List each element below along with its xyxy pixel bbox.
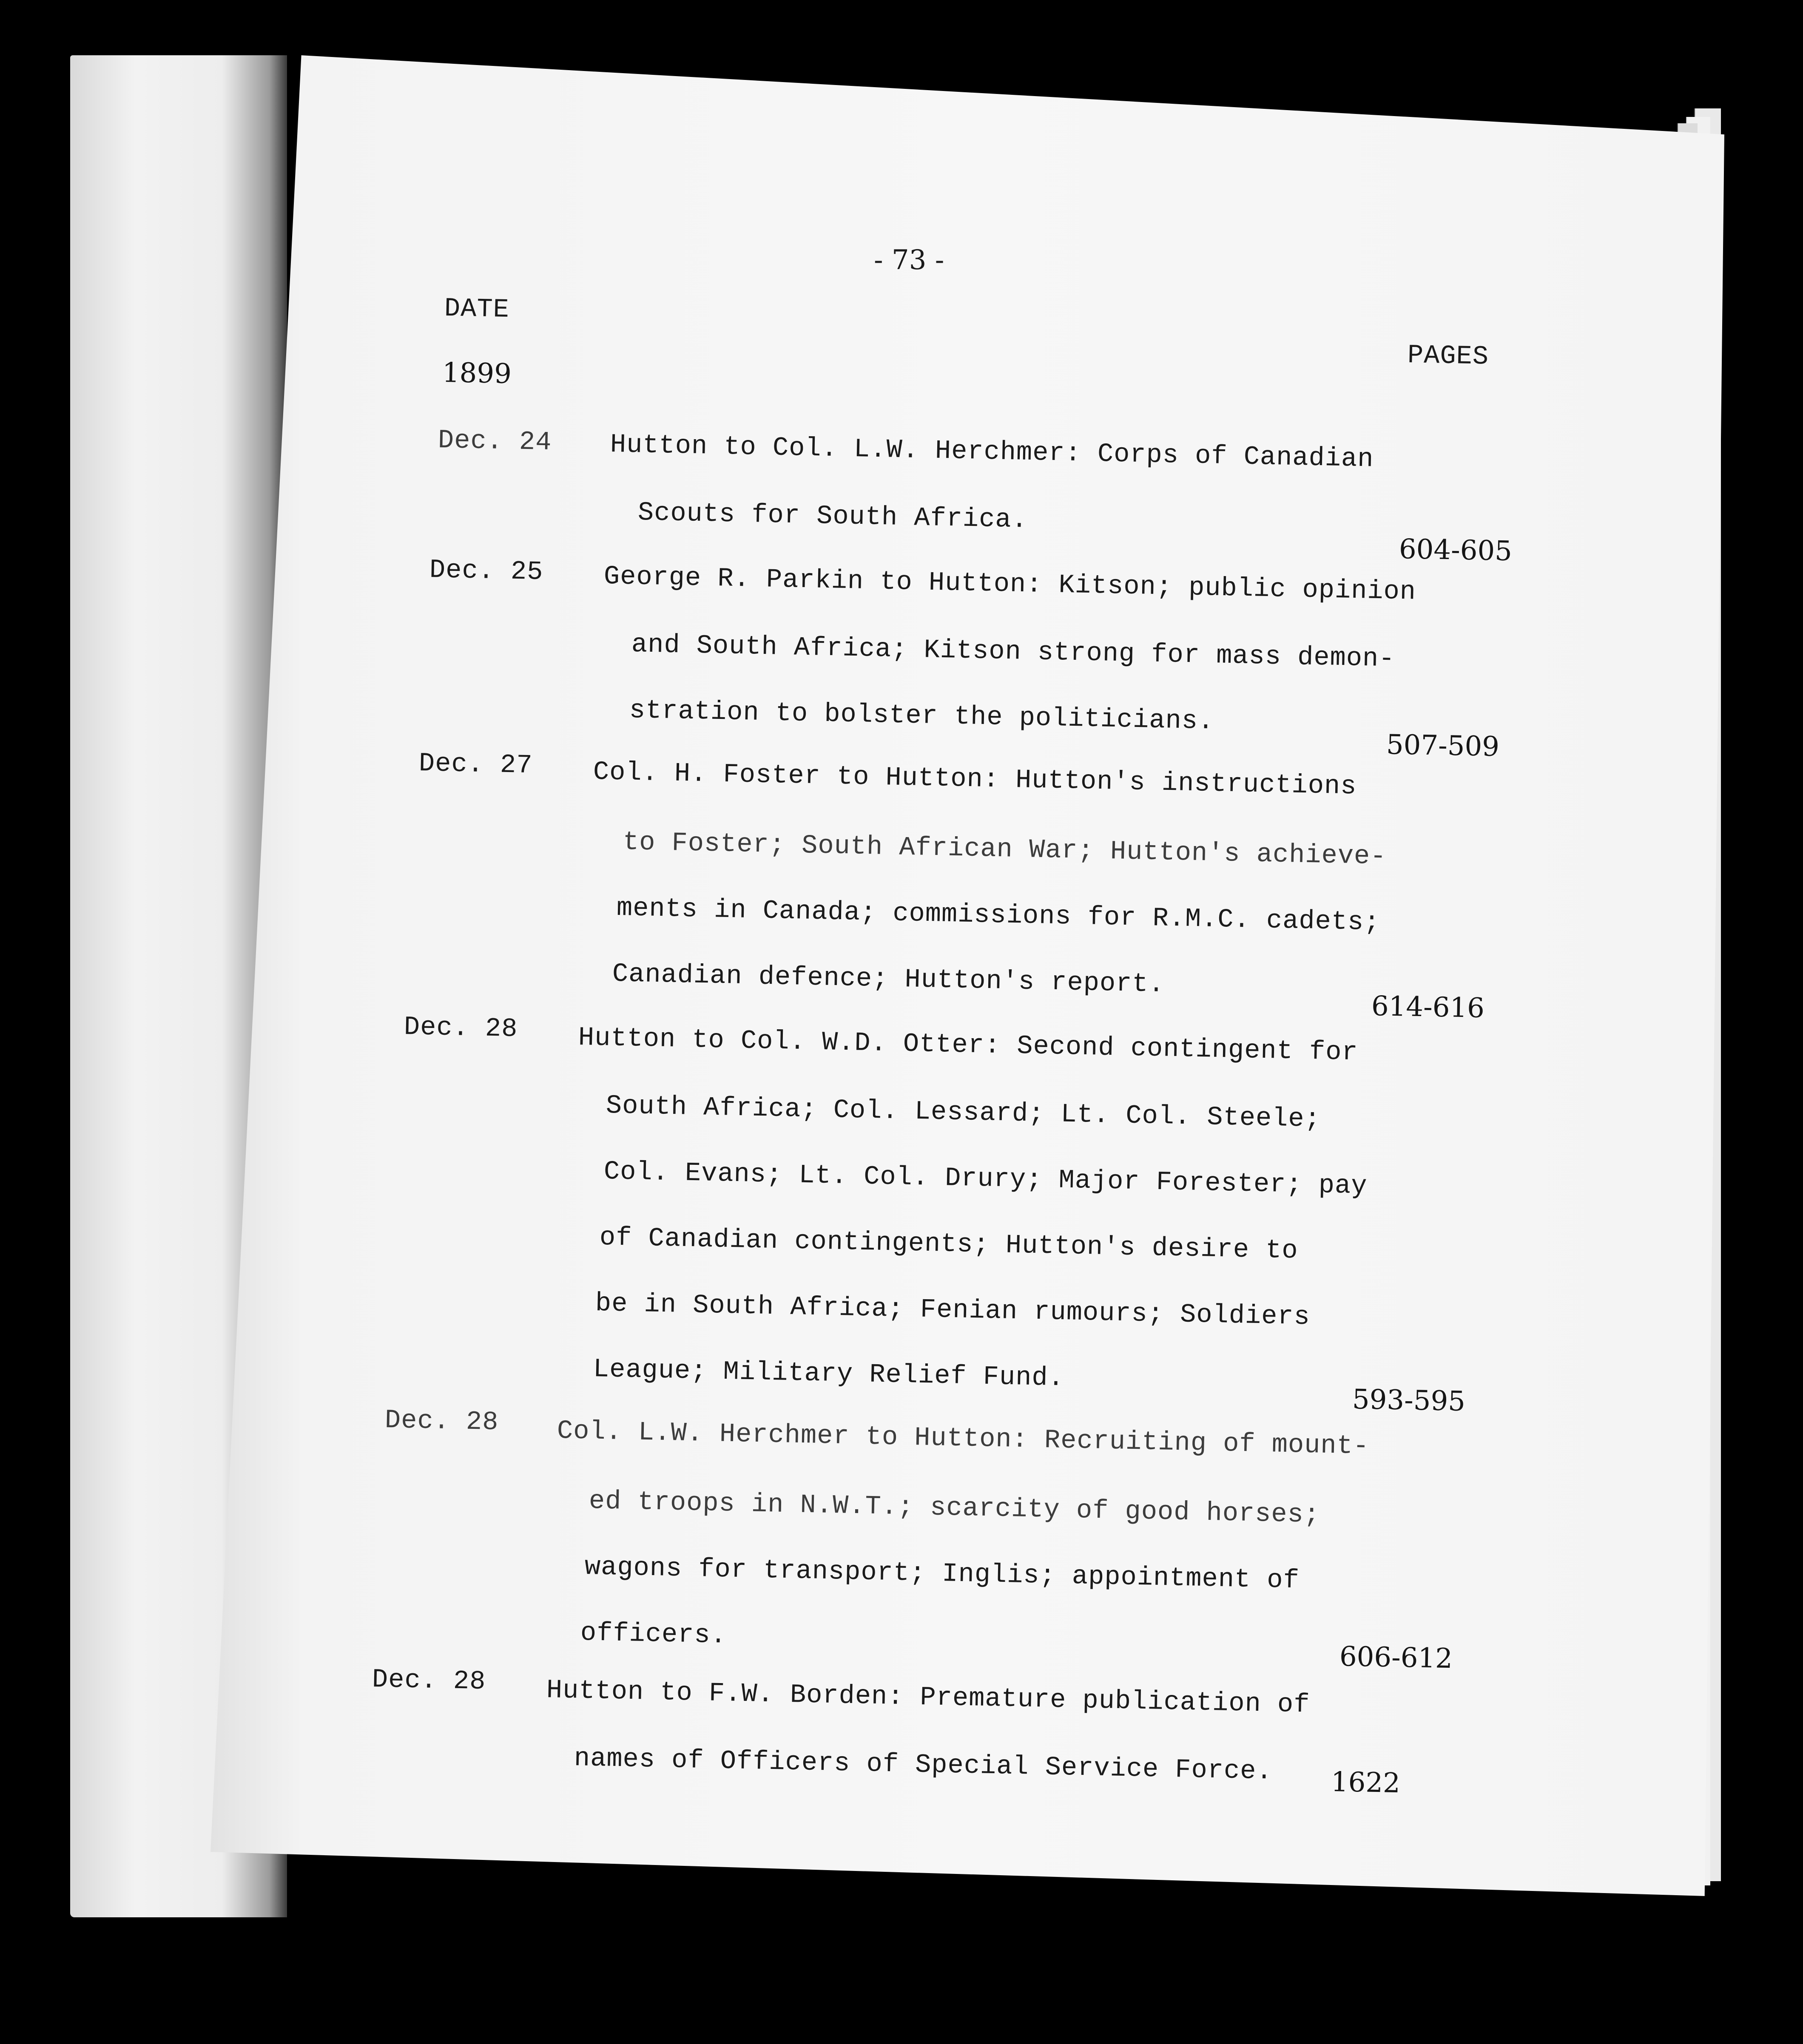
entry-date: Dec. 24 [438,425,552,458]
entry-line: stration to bolster the politicians. [629,695,1214,737]
entry-pages: 614-616 [1371,991,1485,1025]
entry-line: ed troops in N.W.T.; scarcity of good horses; [589,1486,1320,1530]
entry-pages: 593-595 [1352,1384,1466,1418]
entry-line: names of Officers of Special Service Force. [574,1743,1273,1787]
entry-line: Col. H. Foster to Hutton: Hutton's instructions [593,757,1357,802]
entry-line: Canadian defence; Hutton's report. [612,959,1165,999]
entry-line: wagons for transport; Inglis; appointment of [584,1552,1300,1596]
pages-column-header: PAGES [1407,340,1489,372]
entry-date: Dec. 28 [372,1664,486,1697]
entry-line: ments in Canada; commissions for R.M.C. cadets; [616,893,1381,938]
entry-line: of Canadian contingents; Hutton's desire to [599,1222,1299,1266]
entry-line: League; Military Relief Fund. [593,1354,1065,1394]
year-label: 1899 [442,357,512,390]
entry-line: Col. Evans; Lt. Col. Drury; Major Forester; pay [603,1156,1368,1201]
entry-pages: 606-612 [1339,1641,1453,1675]
entry-line: George R. Parkin to Hutton: Kitson; public opinion [603,561,1416,607]
entry-date: Dec. 25 [429,555,544,588]
entry-line: to Foster; South African War; Hutton's achieve- [623,827,1387,872]
entry-pages: 604-605 [1399,534,1513,568]
page-number: - 73 - [874,244,944,276]
entry-line: Hutton to Col. W.D. Otter: Second contingent for [578,1022,1359,1068]
entry-pages: 1622 [1331,1766,1401,1800]
entry-line: Scouts for South Africa. [637,497,1028,535]
entry-line: be in South Africa; Fenian rumours; Soldiers [595,1288,1311,1332]
date-column-header: DATE [444,293,510,325]
entry-line: South Africa; Col. Lessard; Lt. Col. Steele; [606,1090,1321,1135]
entry-date: Dec. 27 [418,748,533,781]
entry-line: Hutton to F.W. Borden: Premature publication of [546,1675,1311,1720]
entry-date: Dec. 28 [384,1405,499,1438]
entry-line: and South Africa; Kitson strong for mass demon- [631,629,1396,674]
entry-line: Hutton to Col. L.W. Herchmer: Corps of Canadian [610,429,1374,474]
entry-line: Col. L.W. Herchmer to Hutton: Recruiting of mount- [557,1416,1370,1462]
entry-line: officers. [580,1618,727,1651]
entry-pages: 507-509 [1386,729,1500,763]
entry-date: Dec. 28 [404,1012,518,1045]
